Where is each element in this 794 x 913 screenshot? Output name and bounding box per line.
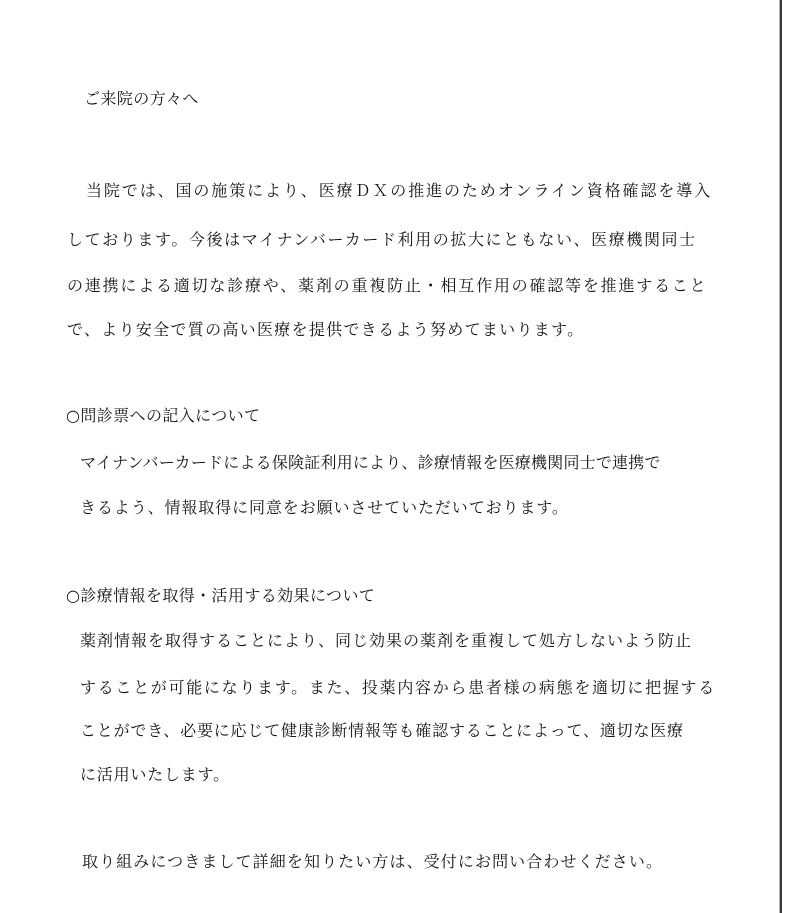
section-text-line: きるよう、情報取得に同意をお願いさせていただいております。: [80, 498, 569, 517]
section-text-line: マイナンバーカードによる保険証利用により、診療情報を医療機関同士で連携で: [80, 453, 661, 472]
section-heading-benefits: ○診療情報を取得・活用する効果について: [66, 586, 376, 605]
intro-line: しております。今後はマイナンバーカード利用の拡大にともない、医療機関同士: [67, 230, 697, 249]
closing-note: 取り組みにつきまして詳細を知りたい方は、受付にお問い合わせください。: [82, 852, 664, 871]
section-text-line: に活用いたします。: [80, 765, 230, 784]
intro-line: で、より安全で質の高い医療を提供できるよう努めてまいります。: [67, 320, 585, 339]
section-heading-questionnaire: ○問診票への記入について: [66, 406, 261, 425]
section-text-line: することが可能になります。また、投薬内容から患者様の病態を適切に把握する: [80, 678, 716, 697]
section-text-line: 薬剤情報を取得することにより、同じ効果の薬剤を重複して処方しないよう防止: [80, 631, 693, 650]
greeting: ご来院の方々へ: [84, 89, 199, 108]
intro-line: 当院では、国の施策により、医療ＤＸの推進のためオンライン資格確認を導入: [86, 181, 713, 200]
section-text-line: ことができ、必要に応じて健康診断情報等も確認することによって、適切な医療: [80, 721, 684, 740]
page-edge: [780, 0, 782, 913]
intro-line: の連携による適切な診療や、薬剤の重複防止・相互作用の確認等を推進すること: [67, 276, 708, 295]
